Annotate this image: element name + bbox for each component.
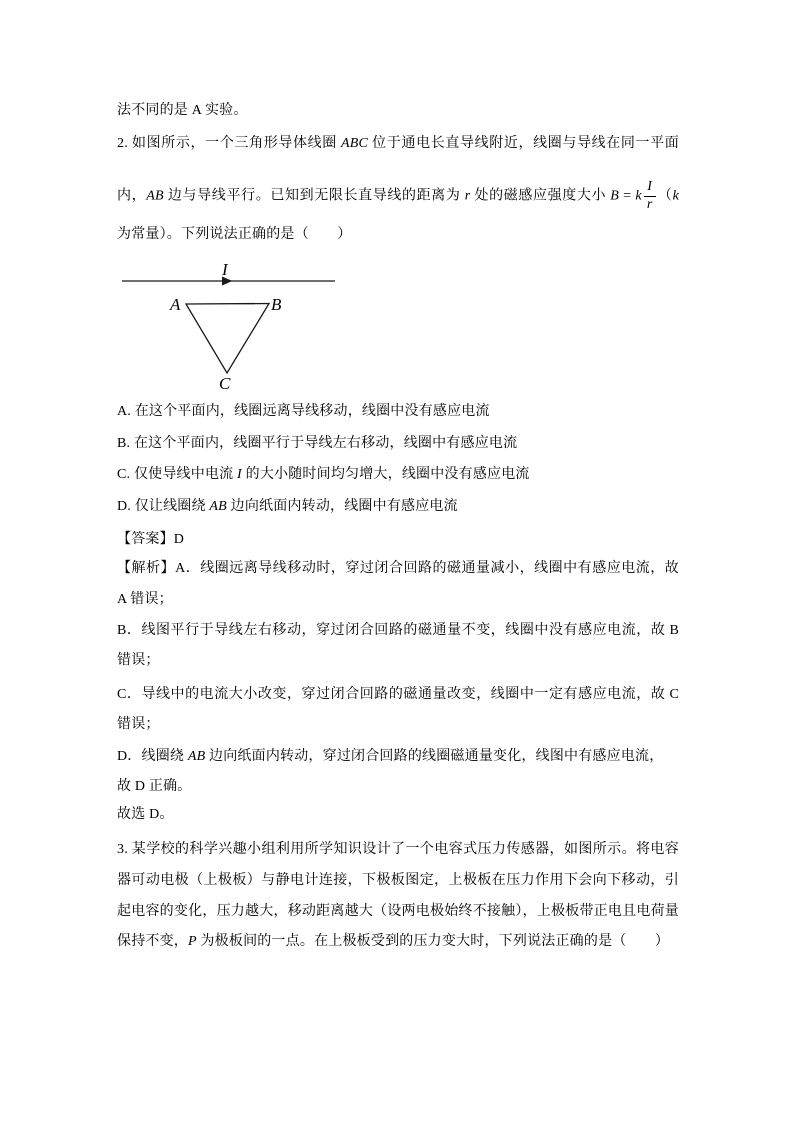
vertex-a-label: A [170,295,181,314]
option-b-text: B. 在这个平面内，线圈平行于导线左右移动，线圈中有感应电流 [117,436,518,451]
q2-fraction-i-over-r [644,180,656,212]
analysis-line-3: B．线图平行于导线左右移动，穿过闭合回路的磁通量不变，线圈中没有感应电流，故 B [117,623,679,638]
analysis-line-8: 故 D 正确。 [117,779,192,794]
option-d-var-ab: AB [209,499,227,514]
q3-var-p: P [188,934,197,949]
fraction-numerator: I [647,179,653,194]
q3-l4-text-2: 为极板间的一点。在上极板受到的压力变大时，下列说法正确的是（ ） [196,934,670,949]
option-c-var-i: I [237,467,242,482]
triangle-coil-outline [186,304,269,374]
question-3-line-4 [117,933,679,950]
analysis-l7-var-ab: AB [187,749,206,764]
q2-var-k-2: k [672,188,679,204]
analysis-conclusion-line: 故选 D。 [117,807,174,822]
q2-equals-sign: = [619,188,636,204]
question-3-line-3: 起电容的变化，压力越大，移动距离越大（设两电极始终不接触），上极板带正电且电荷量 [117,904,679,919]
answer-line: 【答案】D [117,532,185,547]
q2-var-b-field: B [610,188,620,204]
vertex-b-label: B [271,295,282,314]
q2-open-paren: （ [657,188,673,204]
option-b [117,435,679,452]
analysis-line-6: 错误； [117,717,160,732]
q2-l1-text-2: 位于通电长直导线附近，线圈与导线在同一平面 [368,136,679,151]
analysis-line-1: 【解析】A．线圈远离导线移动时，穿过闭合回路的磁通量减小，线圈中有感应电流，故 [117,561,679,576]
option-a-text: A. 在这个平面内，线圈远离导线移动，线圈中没有感应电流 [117,404,490,419]
analysis-l7-text: D．线圈绕 [117,749,188,764]
analysis-line-4: 错误； [117,653,160,668]
q2-l2-text: 内， [117,188,147,204]
q2-var-k: k [635,188,642,204]
q2-var-abc: ABC [341,136,369,151]
q3-l4-text: 保持不变， [117,934,188,949]
option-c-text-2: 的大小随时间均匀增大，线圈中没有感应电流 [241,467,530,482]
question-2-line-2 [117,180,679,212]
fraction-denominator: r [644,196,656,213]
q2-var-ab: AB [146,188,164,204]
option-a [117,403,679,420]
q2-l2-text-2: 边与导线平行。已知到无限长直导线的距离为 [163,188,465,204]
vertex-c-label: C [219,374,231,393]
q2-var-r: r [464,188,471,204]
question-3-line-1: 3. 某学校的科学兴趣小组利用所学知识设计了一个电容式压力传感器，如图所示。将电容 [117,842,679,857]
current-label: I [222,260,228,279]
analysis-line-5: C．导线中的电流大小改变，穿过闭合回路的磁通量改变，线圈中一定有感应电流，故 C [117,687,679,702]
question-2-figure [110,255,350,395]
option-d-text: D. 仅让线圈绕 [117,499,210,514]
question-3-line-2: 器可动电极（上极板）与静电计连接，下极板图定，上极板在压力作用下会向下移动，引 [117,873,679,888]
q2-l1-text: 2. 如图所示，一个三角形导体线圈 [117,136,341,151]
option-c-text: C. 仅使导线中电流 [117,467,238,482]
analysis-line-2: A 错误； [117,592,173,607]
option-c [117,466,679,483]
option-d-text-2: 边向纸面内转动，线圈中有感应电流 [226,499,458,514]
previous-answer-tail-line: 法不同的是 A 实验。 [117,103,248,118]
q2-l2-text-3: 处的磁感应强度大小 [470,188,611,204]
option-d [117,498,679,515]
question-2-line-3: 为常量）。下列说法正确的是（ ） [117,227,352,242]
analysis-line-7 [117,748,679,765]
analysis-l7-text-2: 边向纸面内转动，穿过闭合回路的线圈磁通量变化，线图中有感应电流， [205,749,664,764]
question-2-line-1 [117,135,679,152]
